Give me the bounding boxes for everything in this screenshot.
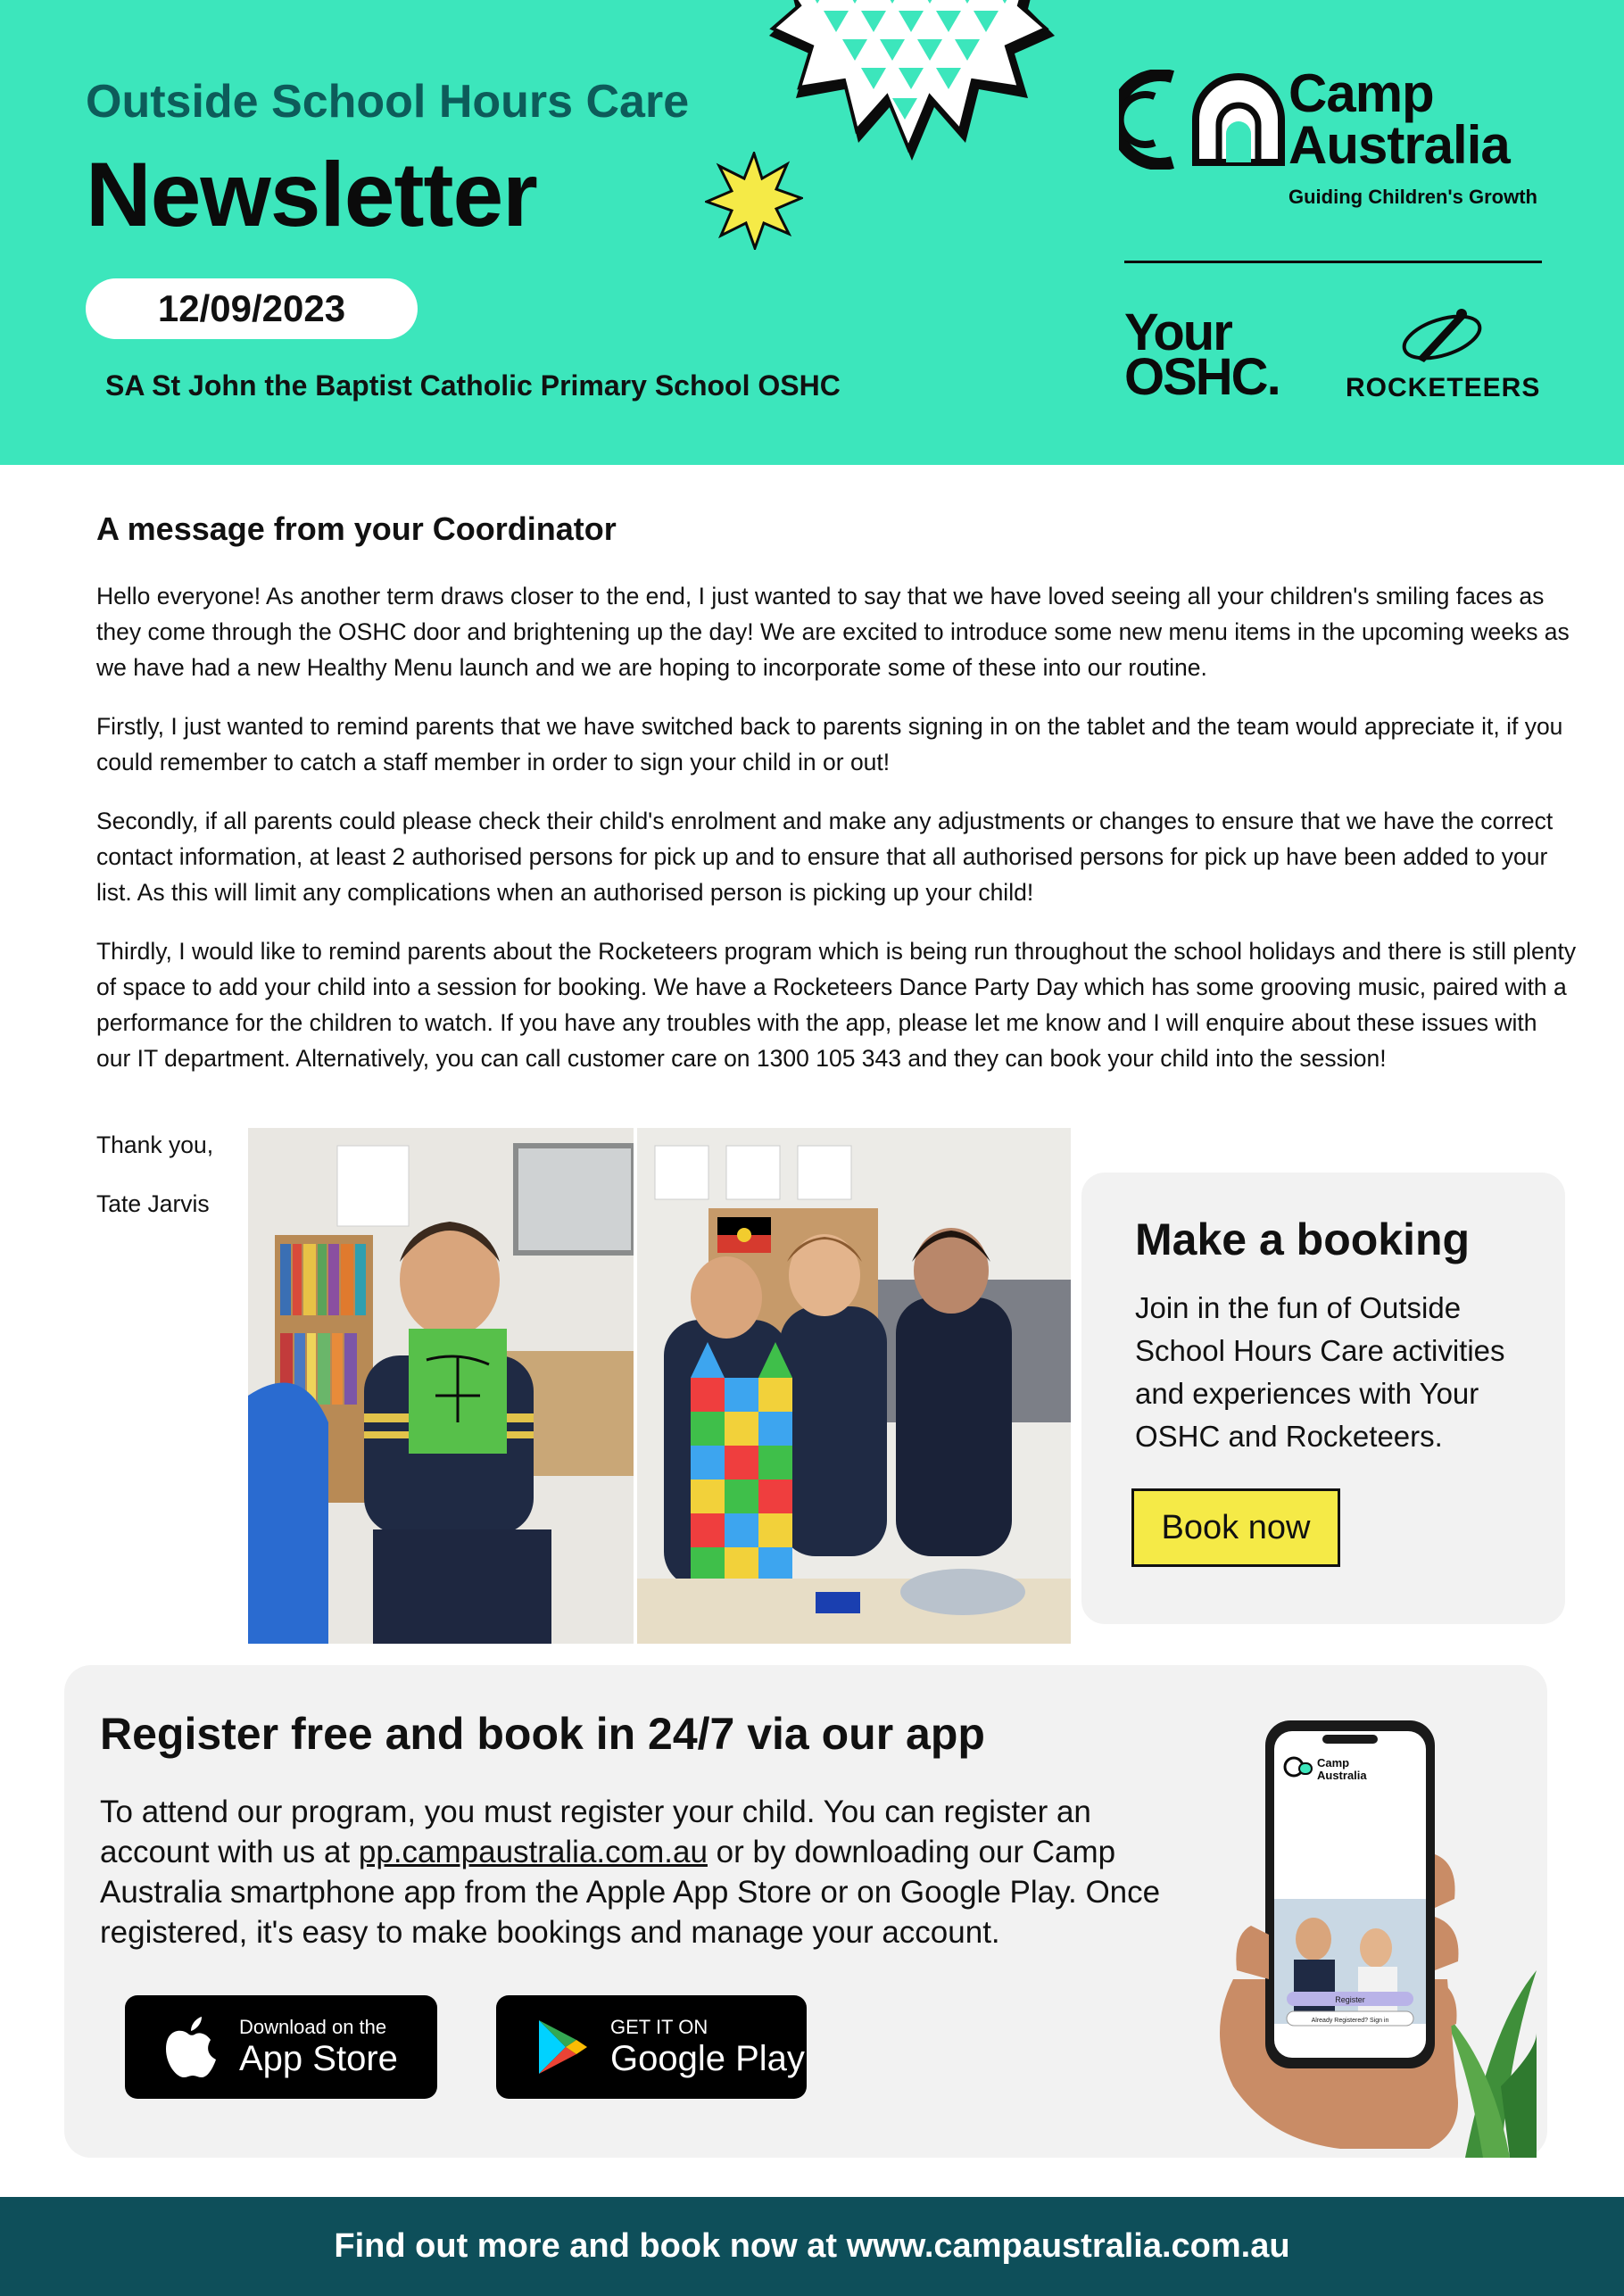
phone-register-text: Register: [1335, 1995, 1365, 2004]
header-kicker: Outside School Hours Care: [86, 76, 690, 128]
footer-banner: [0, 2197, 1624, 2296]
phone-in-hand-illustration: [1197, 1712, 1537, 2158]
coordinator-name: Tate Jarvis: [96, 1190, 210, 1217]
register-title: Register free and book in 24/7 via our app: [100, 1709, 985, 1759]
phone-illustration: [1197, 1712, 1537, 2158]
rocket-icon: [1399, 303, 1485, 366]
register-description: [100, 1792, 1206, 1952]
photo2-illustration: [637, 1128, 1071, 1644]
app-store-big-text: App Store: [239, 2039, 398, 2078]
apple-icon: [155, 2013, 223, 2081]
register-app-card: [64, 1665, 1547, 2158]
google-play-big-text: Google Play: [610, 2039, 805, 2078]
your-oshc-line2: OSHC.: [1124, 348, 1280, 406]
your-oshc-logo: [1124, 303, 1280, 406]
brand-name-line2: Australia: [1288, 115, 1510, 175]
google-play-button[interactable]: [496, 1995, 807, 2099]
app-store-small-text: Download on the: [239, 2016, 387, 2038]
children-with-tower-photo: [637, 1128, 1071, 1644]
booking-description: Join in the fun of Outside School Hours Care activities and experiences with Your OSHC and Rocketeers.: [1135, 1291, 1505, 1453]
newsletter-date: 12/09/2023: [86, 278, 418, 339]
coordinator-message-heading: A message from your Coordinator: [96, 510, 617, 547]
google-play-label: [610, 2016, 805, 2078]
register-text-after: or by downloading our Camp Australia smartphone app from the Apple App Store or on Google Play. Once registered, it's easy to make bookings and manage your account.: [100, 1835, 1161, 1950]
footer-text[interactable]: Find out more and book now at www.campaustralia.com.au: [334, 2227, 1290, 2265]
coordinator-message-body: [96, 578, 1578, 1099]
sun-decoration-icon: [705, 152, 803, 250]
brand-tagline: Guiding Children's Growth: [1288, 186, 1537, 208]
message-paragraph: Secondly, if all parents could please check their child's enrolment and make any adjustments or changes to ensure that we have the correct contact information, at least 2 authorised persons for pick up and to ensure that all authorised persons for pick up have been added to your list. As this will limit any complications when an authorised person is picking up your child!: [96, 808, 1554, 906]
app-store-button[interactable]: [125, 1995, 437, 2099]
child-with-drawing-photo: [248, 1128, 634, 1644]
starburst-decoration-icon: [760, 0, 1064, 161]
brand-divider: [1124, 261, 1542, 263]
make-a-booking-card: [1081, 1173, 1565, 1624]
message-paragraph: Thirdly, I would like to remind parents about the Rocketeers program which is being run throughout the school holidays and there is still plenty of space to add your child into a session for booking. We have a Rocketeers Dance Party Day which has some grooving music, paired with a performance for the children to watch. If you have any troubles with the app, please let me know and I will enquire about these issues with our IT department. Alternatively, you can call customer care on 1300 105 343 and they can book your child into the session!: [96, 938, 1577, 1072]
message-paragraph: Firstly, I just wanted to remind parents that we have switched back to parents signing in on the tablet and the team would appreciate it, if you could remember to catch a staff member in order to sign your child in or out!: [96, 713, 1563, 775]
phone-brand-line2: Australia: [1317, 1769, 1367, 1782]
brand-name-line1: Camp: [1288, 63, 1434, 123]
message-paragraph: Hello everyone! As another term draws closer to the end, I just wanted to say that we have loved seeing all your children's smiling faces as they come through the OSHC door and brightening up the day! We are excited to introduce some new menu items in the upcoming weeks as we have had a new Healthy Menu launch and we are hoping to incorporate some of these into our routine.: [96, 583, 1570, 681]
registration-link[interactable]: pp.campaustralia.com.au: [358, 1835, 708, 1869]
message-signoff: Thank you,: [96, 1131, 214, 1158]
newsletter-header: [0, 0, 1624, 465]
phone-brand-line1: Camp: [1317, 1756, 1350, 1770]
booking-title: Make a booking: [1135, 1214, 1471, 1264]
book-now-button[interactable]: Book now: [1131, 1488, 1340, 1567]
newsletter-title: Newsletter: [86, 144, 537, 245]
google-play-icon: [526, 2013, 594, 2081]
rocketeers-logo-text: ROCKETEERS: [1346, 373, 1541, 402]
your-oshc-line1: Your: [1124, 303, 1231, 361]
brand-name: [1288, 63, 1510, 175]
google-play-small-text: GET IT ON: [610, 2016, 708, 2038]
register-text-before: To attend our program, you must register your child. You can register an account with us at: [100, 1795, 1091, 1869]
phone-signin-text: Already Registered? Sign in: [1311, 2018, 1389, 2024]
photo1-illustration: [248, 1128, 634, 1644]
camp-australia-logo-icon: [1119, 70, 1288, 170]
app-store-label: [239, 2016, 398, 2078]
school-name: SA St John the Baptist Catholic Primary School OSHC: [105, 369, 841, 402]
